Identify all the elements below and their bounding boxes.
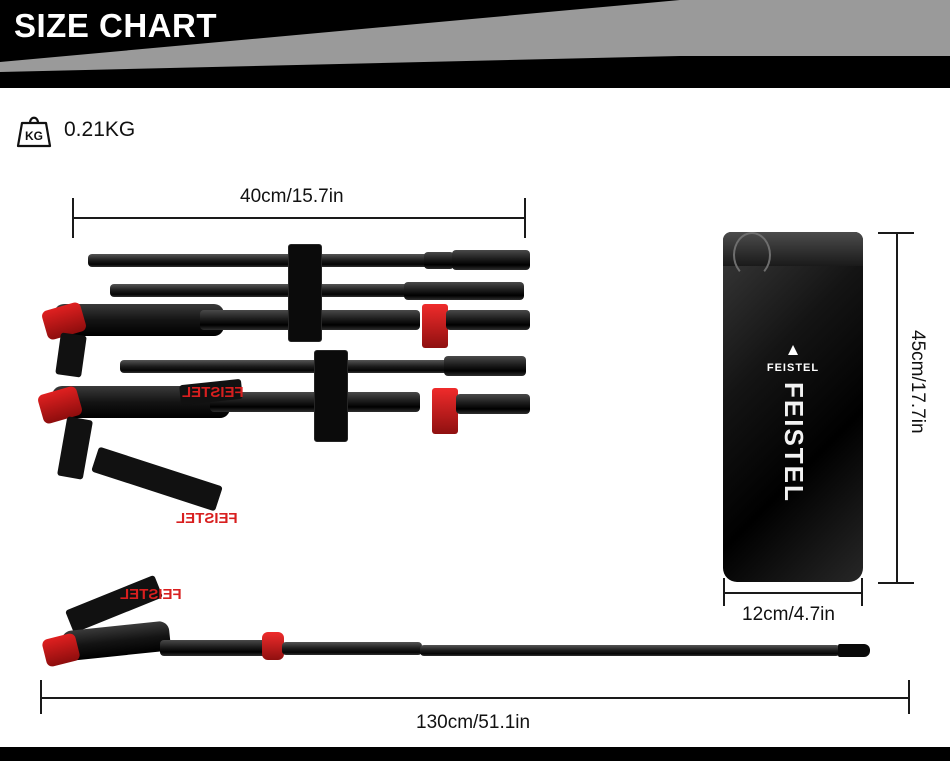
pole-b-upper-section [120,360,450,373]
pole-a-upper-joint [424,252,454,269]
pole-a-wrist-strap [55,332,87,377]
carry-bag-brand-name: FEISTEL [766,362,820,374]
velcro-band-lower [314,350,348,442]
carry-bag-side-brand: FEISTEL [779,382,809,503]
pole-a-mid-section [110,284,410,297]
folded-poles-illustration [0,170,620,590]
pole-b-flip-lock [432,388,458,434]
carry-bag-drawstring [733,232,771,278]
header-banner [0,0,950,88]
header-bottom-bar [0,72,950,88]
pole-b-upper-end [444,356,526,376]
pole-a-mid-end [404,282,524,300]
bag-height-line [896,232,898,584]
pole-a-lower-end [446,310,530,330]
carry-bag-logo-mark: ▲ [784,340,802,359]
svg-text:KG: KG [25,129,43,143]
folded-length-label: 40cm/15.7in [232,186,352,208]
pole-a-upper-end [452,250,530,270]
pole-b-wrist-strap-lower [57,416,93,480]
page-title: SIZE CHART [14,7,217,44]
weight-value: 0.21KG [64,118,136,141]
pole-b-strap-brand-lower: FEISTEL [176,510,238,527]
extended-pole-tip [838,644,870,657]
extended-pole-grip-red-accent [41,632,81,667]
footer-bar [0,747,950,761]
carry-bag-logo [761,340,825,374]
pole-a-flip-lock [422,304,448,348]
bag-width-line [723,592,863,594]
bag-width-label: 12cm/4.7in [742,604,835,625]
weight-badge [14,112,135,148]
weight-kg-icon [14,112,54,148]
extended-dim-line [40,697,910,699]
extended-pole-flip-lock [262,632,284,660]
extended-pole-lower-shaft [420,645,840,656]
extended-pole-strap-brand: FEISTEL [120,586,182,603]
extended-pole-upper-shaft [160,640,270,656]
extended-length-label: 130cm/51.1in [406,712,540,734]
pole-b-lower-end [456,394,530,414]
pole-b-strap-loop [91,447,223,512]
pole-b-strap-brand-upper: FEISTEL [182,384,244,401]
carry-bag-illustration [723,232,863,582]
velcro-band-upper [288,244,322,342]
pole-a-upper-section [88,254,438,267]
bag-height-label: 45cm/17.7in [907,330,928,434]
extended-pole-mid-shaft [282,642,422,655]
